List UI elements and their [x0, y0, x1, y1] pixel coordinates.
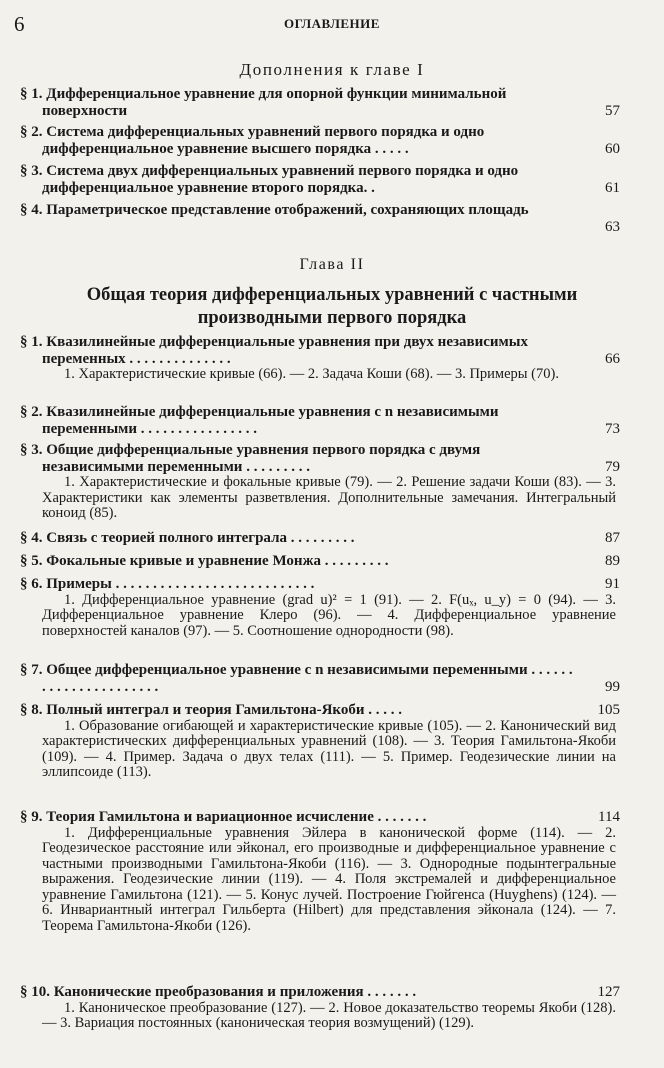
chapter-title: Общая теория дифференциальных уравнений с частными производными первого порядка — [86, 285, 578, 328]
entry-title: § 8. Полный интеграл и теория Гамильтона-Якоби . . . . . — [20, 702, 403, 718]
page-header — [14, 12, 650, 36]
entry-page: 91 — [605, 576, 620, 592]
entry-title: § 4. Связь с теорией полного интеграла . . . . . . . . . — [20, 530, 355, 546]
entry-title: § 7. Общее дифференциальное уравнение с n независимыми переменными . . . . . . . . . . . . . . . . . . . . . . — [20, 662, 573, 695]
entry-page: 57 — [605, 103, 620, 119]
entry-page: 87 — [605, 530, 620, 546]
toc-entry-ch2-10 — [20, 984, 620, 1032]
entry-page: 127 — [597, 984, 620, 1000]
appendix-heading: Дополнения к главе I — [239, 60, 425, 79]
entry-page: 61 — [605, 180, 620, 196]
entry-page: 99 — [605, 679, 620, 695]
entry-page: 105 — [597, 702, 620, 718]
entry-title: § 2. Система дифференциальных уравнений первого порядка и одно дифференциальное уравнение высшего порядка . . . . . — [20, 124, 485, 157]
toc-entry-ch2-7 — [20, 662, 620, 695]
entry-title: § 2. Квазилинейные дифференциальные уравнения с n независимыми переменными . . . . . . . . . . . . . . . . — [20, 404, 499, 437]
toc-entry-ch2-9 — [20, 809, 620, 935]
toc-entry-ch2-1 — [20, 334, 620, 383]
entry-page: 89 — [605, 553, 620, 569]
entry-title: § 6. Примеры . . . . . . . . . . . . . . . . . . . . . . . . . . . — [20, 576, 315, 592]
entry-page: 114 — [598, 809, 620, 825]
running-title: ОГЛАВЛЕНИЕ — [284, 16, 380, 31]
chapter-label: Глава II — [299, 256, 365, 273]
toc-entry-ch2-3 — [20, 442, 620, 522]
entry-subtopics: 1. Дифференциальные уравнения Эйлера в канонической форме (114). — 2. Геодезическое расстояние или эйконал, его производные и дифференциальное уравнение с частными производными Гамильтона-Якоби (116). — 3. Однородные подынтегральные выражения. Геодезические линии (119). — 4. Поля экстремалей и дифференциальное уравнение Гамильтона (121). — 5. Конус лучей. Построение Гюйгенса (Huyghens) (124). — 6. Инвариантный интеграл Гильберта (Hilbert) для представления эйконала (124). — 7. Теорема Гамильтона-Якоби (126). — [42, 824, 616, 935]
toc-entry-appendix-3 — [20, 163, 620, 196]
toc-entry-appendix-4 — [20, 202, 620, 235]
entry-subtopics: 1. Каноническое преобразование (127). — 2. Новое доказательство теоремы Якоби (128). — 3. Вариация постоянных (каноническая теория возмущений) (129). — [42, 999, 616, 1032]
entry-title: § 3. Общие дифференциальные уравнения первого порядка с двумя независимыми переменными . . . . . . . . . — [20, 442, 481, 475]
entry-title: § 10. Канонические преобразования и приложения . . . . . . . — [20, 984, 417, 1000]
entry-page: 60 — [605, 141, 620, 157]
entry-title: § 1. Дифференциальное уравнение для опорной функции минимальной поверхности — [20, 86, 507, 119]
entry-subtopics: 1. Образование огибающей и характеристические кривые (105). — 2. Канонический вид характеристических дифференциальных уравнений (108). — 3. Теория Гамильтона-Якоби (109). — 4. Пример. Задача о двух телах (111). — 5. Пример. Геодезические линии на эллипсоиде (113). — [42, 717, 616, 781]
entry-subtopics: 1. Характеристические кривые (66). — 2. Задача Коши (68). — 3. Примеры (70). — [64, 366, 559, 382]
toc-entry-appendix-1 — [20, 86, 620, 119]
toc-entry-ch2-5 — [20, 553, 620, 570]
toc-entry-appendix-2 — [20, 124, 620, 157]
entry-page: 73 — [605, 421, 620, 437]
entry-page: 66 — [605, 351, 620, 367]
entry-page: 63 — [605, 219, 620, 235]
toc-entry-ch2-6 — [20, 576, 620, 639]
entry-title: § 9. Теория Гамильтона и вариационное исчисление . . . . . . . — [20, 809, 427, 825]
toc-entry-ch2-8 — [20, 702, 620, 781]
entry-title: § 5. Фокальные кривые и уравнение Монжа . . . . . . . . . — [20, 553, 389, 569]
entry-subtopics: 1. Характеристические и фокальные кривые (79). — 2. Решение задачи Коши (83). — 3. Характеристики как элементы разветвления. Дополнительные замечания. Интегральный коноид (85). — [42, 474, 616, 522]
entry-title: § 1. Квазилинейные дифференциальные уравнения при двух независимых переменных . . . . . . . . . . . . . . — [20, 334, 528, 367]
page-number: 6 — [14, 12, 25, 36]
toc-entry-ch2-2 — [20, 404, 620, 437]
entry-title: § 3. Система двух дифференциальных уравнений первого порядка и одно дифференциальное уравнение второго порядка. . — [20, 163, 519, 196]
entry-subtopics: 1. Дифференциальное уравнение (grad u)² = 1 (91). — 2. F(uₓ, u_y) = 0 (94). — 3. Дифференциальное уравнение Клеро (96). — 4. Дифференциальное уравнение поверхностей каналов (97). — 5. Соотношение однородности (98). — [42, 591, 616, 639]
entry-title: § 4. Параметрическое представление отображений, сохраняющих площадь — [20, 202, 529, 218]
entry-page: 79 — [605, 459, 620, 475]
toc-entry-ch2-4 — [20, 530, 620, 547]
